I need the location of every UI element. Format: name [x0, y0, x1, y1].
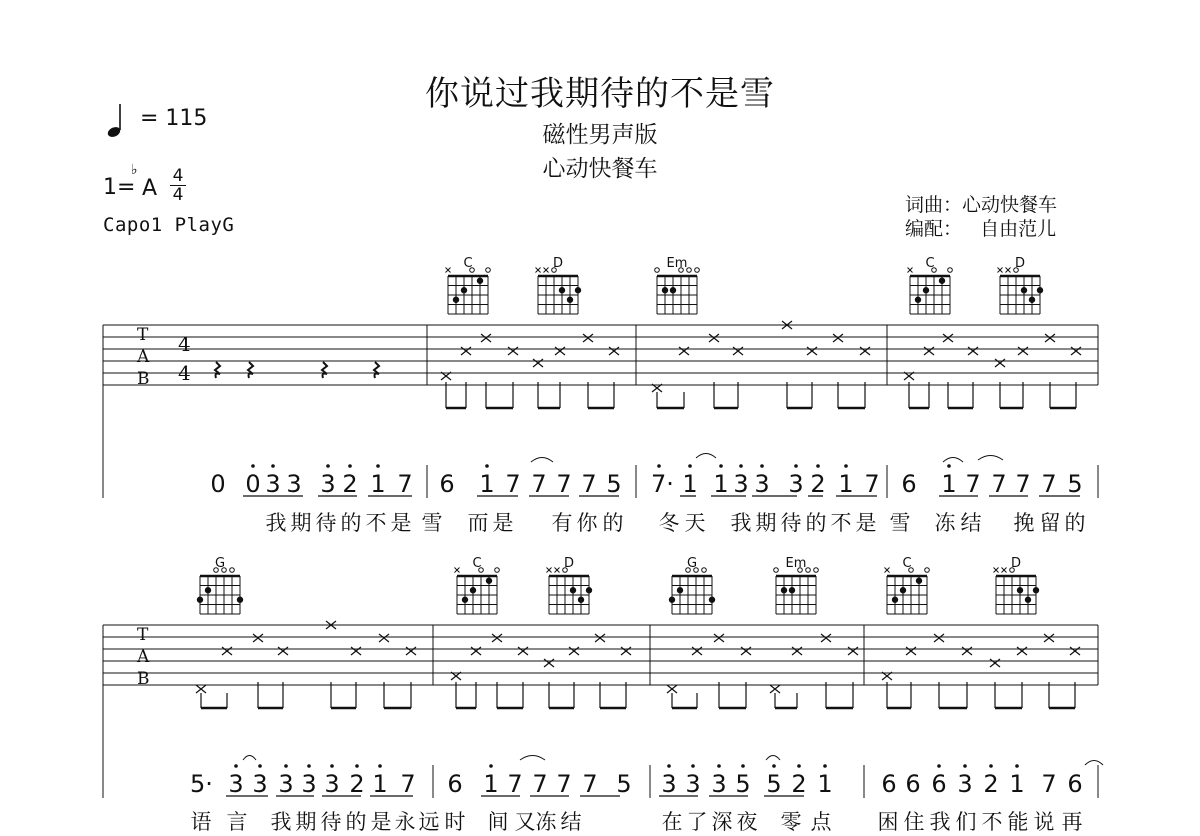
notation-digit: 1 — [479, 470, 495, 498]
notation-digit: 3 — [320, 470, 336, 498]
lyric-char: 时 — [444, 810, 466, 834]
lyric-char: 结 — [960, 511, 982, 535]
notation-digit: 2 — [349, 770, 365, 798]
tab-clef-a: A — [137, 647, 150, 667]
notation-digit: 7 — [400, 770, 416, 798]
notation-digit: 6 — [447, 770, 463, 798]
lyric-char: 永 — [394, 810, 416, 834]
notation-digit: 7 — [864, 470, 880, 498]
lyric-char: 再 — [1061, 810, 1083, 834]
notation-digit: 3 — [301, 770, 317, 798]
lyric-char: 留 — [1039, 511, 1061, 535]
chord-name: G — [686, 556, 698, 571]
lyric-char: 夜 — [736, 810, 758, 834]
time-signature: 4 4 — [170, 168, 186, 203]
notation-digit: 7 — [965, 470, 981, 498]
lyric-char: 的 — [602, 511, 624, 535]
notation-digit: 2 — [810, 470, 826, 498]
lyric-char: 雪 — [421, 511, 443, 535]
lyric-char: 是 — [855, 511, 877, 535]
lyric-char: 结 — [560, 810, 582, 834]
lyric-char: 雪 — [889, 511, 911, 535]
tab-time-bottom: 4 — [178, 361, 191, 385]
lyric-char: 期 — [295, 810, 317, 834]
tab-clef-b: B — [137, 369, 150, 389]
notation-digit: 7 — [1041, 470, 1057, 498]
lyric-char: 深 — [711, 810, 733, 834]
lyric-char: 期 — [755, 511, 777, 535]
lyric-char: 待 — [315, 511, 337, 535]
lyric-char: 零 — [780, 810, 802, 834]
notation-digit: 5 — [606, 470, 622, 498]
notation-digit: 3 — [265, 470, 281, 498]
notation-digit: 1 — [713, 470, 729, 498]
notation-digit: 5 — [735, 770, 751, 798]
notation-digit: 7 — [505, 470, 521, 498]
chord-name: Em — [785, 556, 807, 571]
notation-digit: 3 — [957, 770, 973, 798]
notation-digit: 2 — [983, 770, 999, 798]
notation-digit: 7· — [651, 470, 674, 498]
credit-arranger: 编配： 自由范儿 — [905, 218, 1057, 240]
tab-time-top: 4 — [178, 332, 191, 356]
lyric-char: 的 — [1064, 511, 1086, 535]
lyric-char: 住 — [903, 810, 925, 834]
lyric-char: 我 — [929, 810, 951, 834]
notation-digit: 3 — [754, 470, 770, 498]
notation-digit: 6 — [1067, 770, 1083, 798]
lyric-char: 冻 — [934, 511, 956, 535]
song-subtitle: 磁性男声版 — [542, 122, 658, 148]
notation-digit: 1 — [682, 470, 698, 498]
lyric-char: 是 — [370, 810, 392, 834]
song-title: 你说过我期待的不是雪 — [425, 74, 775, 114]
notation-digit: 6 — [905, 770, 921, 798]
lyric-char: 的 — [805, 511, 827, 535]
tab-clef-b: B — [137, 669, 150, 689]
lyric-char: 不 — [830, 511, 852, 535]
chord-name: C — [472, 556, 482, 571]
notation-digit: 1 — [838, 470, 854, 498]
notation-digit: 5 — [616, 770, 632, 798]
notation-digit: 1 — [1009, 770, 1025, 798]
lyric-char: 挽 — [1013, 511, 1035, 535]
lyric-char: 我 — [265, 511, 287, 535]
notation-digit: 5 — [766, 770, 782, 798]
lyric-char: 的 — [340, 511, 362, 535]
chord-name: G — [214, 556, 226, 571]
lyric-char: 们 — [955, 810, 977, 834]
key-letter: A — [142, 176, 158, 201]
lyric-char: 冻 — [535, 810, 557, 834]
notation-digit: 7 — [581, 470, 597, 498]
notation-digit: 6 — [931, 770, 947, 798]
chord-name: D — [1014, 256, 1025, 271]
chord-name: D — [563, 556, 574, 571]
lyric-char: 困 — [877, 810, 899, 834]
notation-digit: 7 — [991, 470, 1007, 498]
tab-clef-t: T — [137, 625, 149, 645]
notation-digit: 0 — [245, 470, 261, 498]
lyric-char: 你 — [576, 511, 598, 535]
notation-digit: 3 — [661, 770, 677, 798]
notation-digit: 7 — [397, 470, 413, 498]
notation-digit: 7 — [507, 770, 523, 798]
song-artist: 心动快餐车 — [542, 156, 658, 182]
lyric-char: 点 — [810, 810, 832, 834]
lyric-char: 远 — [418, 810, 440, 834]
notation-digit: 6 — [881, 770, 897, 798]
notation-digit: 2 — [342, 470, 358, 498]
lyric-char: 而 — [467, 511, 489, 535]
lyric-char: 不 — [365, 511, 387, 535]
notation-digit: 3 — [286, 470, 302, 498]
lyric-char: 待 — [780, 511, 802, 535]
lyric-char: 冬 — [658, 511, 680, 535]
notation-digit: 5 — [1067, 470, 1083, 498]
lyric-char: 不 — [981, 810, 1003, 834]
notation-digit: 3 — [278, 770, 294, 798]
notation-digit: 7 — [556, 770, 572, 798]
lyric-char: 的 — [345, 810, 367, 834]
tempo: = 115 — [140, 106, 208, 131]
notation-digit: 3 — [685, 770, 701, 798]
lyric-char: 能 — [1007, 810, 1029, 834]
notation-digit: 3 — [711, 770, 727, 798]
lyric-char: 期 — [290, 511, 312, 535]
lyric-char: 我 — [270, 810, 292, 834]
lyric-char: 我 — [730, 511, 752, 535]
notation-digit: 0 — [210, 470, 226, 498]
notation-digit: 3 — [252, 770, 268, 798]
notation-digit: 7 — [582, 770, 598, 798]
notation-digit: 3 — [228, 770, 244, 798]
notation-digit: 3 — [788, 470, 804, 498]
lyric-char: 了 — [686, 810, 708, 834]
lyric-char: 是 — [492, 511, 514, 535]
notation-digit: 1 — [372, 770, 388, 798]
notation-digit: 3 — [324, 770, 340, 798]
notation-digit: 1 — [941, 470, 957, 498]
tab-clef-t: T — [137, 325, 149, 345]
credit-lyric-music: 词曲：心动快餐车 — [905, 194, 1058, 216]
notation-digit: 7 — [531, 470, 547, 498]
chord-name: C — [902, 556, 912, 571]
lyric-char: 间 — [487, 810, 509, 834]
notation-digit: 7 — [1041, 770, 1057, 798]
notation-digit: 1 — [483, 770, 499, 798]
lyric-char: 待 — [320, 810, 342, 834]
notation-digit: 7 — [532, 770, 548, 798]
notation-digit: 6 — [901, 470, 917, 498]
lyric-char: 语 — [190, 810, 212, 834]
lyric-char: 在 — [661, 810, 683, 834]
capo-info: Capo1 PlayG — [103, 214, 235, 236]
lyric-char: 言 — [226, 810, 248, 834]
tab-clef-a: A — [137, 347, 150, 367]
chord-name: C — [463, 256, 473, 271]
lyric-char: 是 — [390, 511, 412, 535]
key-prefix: 1= — [103, 175, 136, 200]
chord-name: D — [552, 256, 563, 271]
chord-name: Em — [666, 256, 688, 271]
notation-digit: 1 — [370, 470, 386, 498]
notation-digit: 6 — [439, 470, 455, 498]
lyric-char: 天 — [684, 511, 706, 535]
lyric-char: 又 — [514, 810, 536, 834]
notation-digit: 5· — [190, 770, 213, 798]
key-flat: ♭ — [131, 162, 138, 178]
chord-name: D — [1010, 556, 1021, 571]
notation-digit: 7 — [1015, 470, 1031, 498]
notation-digit: 2 — [791, 770, 807, 798]
notation-digit: 3 — [733, 470, 749, 498]
notation-digit: 7 — [556, 470, 572, 498]
chord-name: C — [925, 256, 935, 271]
lyric-char: 有 — [551, 511, 573, 535]
lyric-char: 说 — [1033, 810, 1055, 834]
notation-digit: 1 — [817, 770, 833, 798]
